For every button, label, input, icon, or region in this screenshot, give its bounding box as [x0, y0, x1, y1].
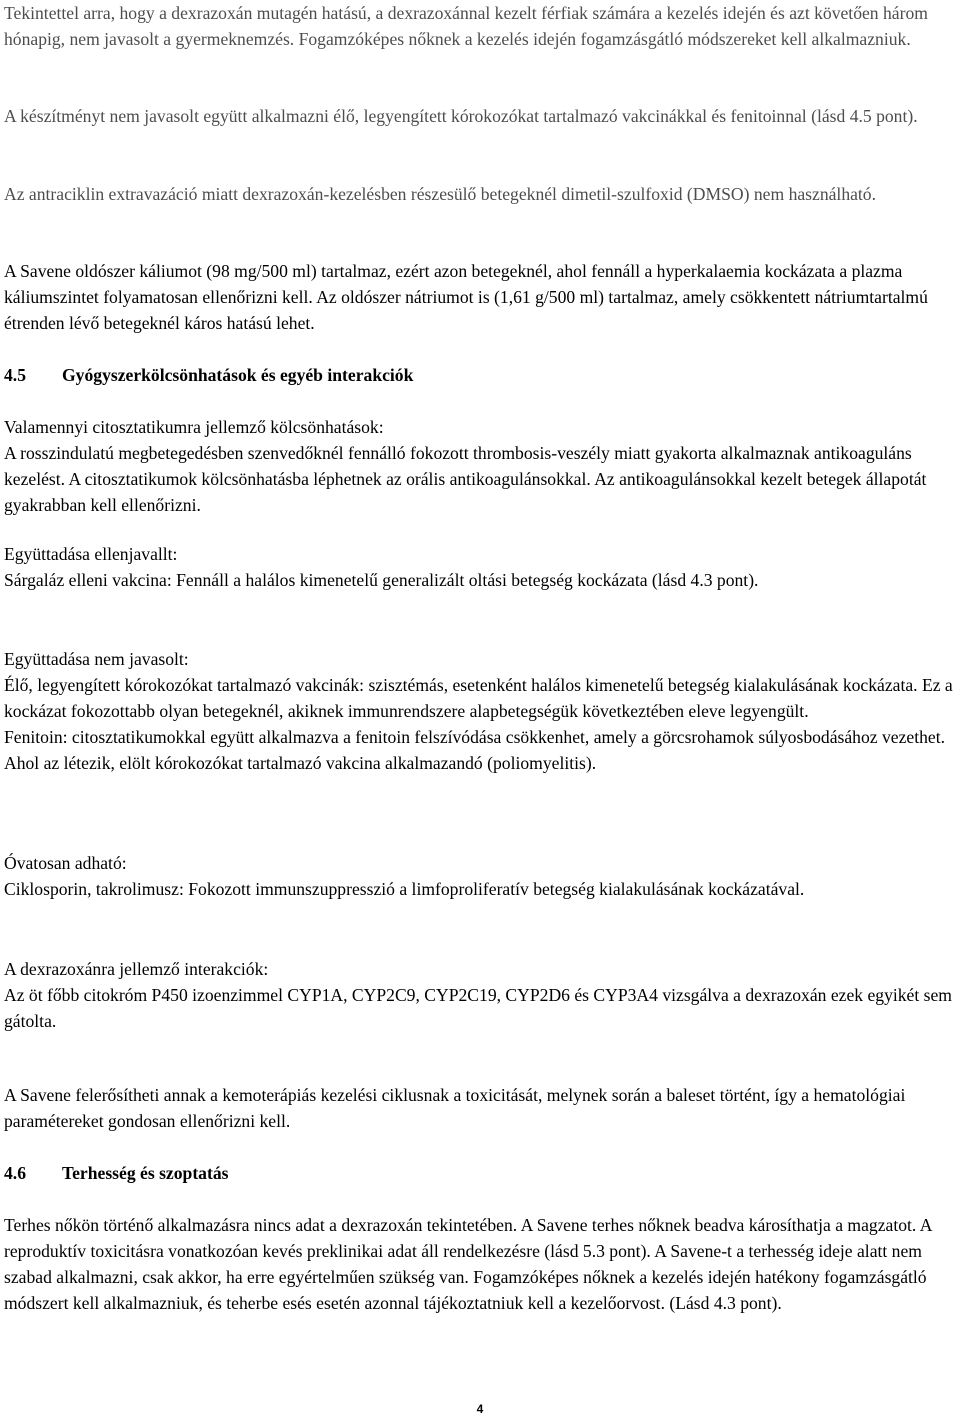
- dexrazoxane-text: Az öt főbb citokróm P450 izoenzimmel CYP1A, CYP2C9, CYP2C19, CYP2D6 és CYP3A4 vizsgálva a dexrazoxán ezek egyikét sem gátolta.: [4, 985, 952, 1031]
- contraindicated-heading: Együttadása ellenjavallt:: [4, 544, 178, 564]
- contraindicated-text: Sárgaláz elleni vakcina: Fennáll a halálos kimenetelű generalizált oltási betegség kockázata (lásd 4.3 pont).: [4, 570, 759, 590]
- section-heading-4-6: [4, 1160, 958, 1186]
- caution-text: Ciklosporin, takrolimusz: Fokozott immunszuppresszió a limfoproliferatív betegség kialakulásának kockázatával.: [4, 879, 805, 899]
- phenytoin-text: Fenitoin: citosztatikumokkal együtt alkalmazva a fenitoin felszívódása csökkenhet, amely a görcsrohamok súlyosbodásához vezethet.: [4, 727, 945, 747]
- savene-toxicity-paragraph: A Savene felerősítheti annak a kemoterápiás kezelési ciklusnak a toxicitását, melynek során a baleset történt, így a hematológiai paramétereket gondosan ellenőrizni kell.: [4, 1085, 906, 1131]
- live-vaccines-text: Élő, legyengített kórokozókat tartalmazó vakcinák: szisztémás, esetenként halálos kimenetelű betegség kialakulásának kockázata. Ez a kockázat fokozottabb olyan betegeknél, akiknek immunrendszere alapbetegségük következtében eleve legyengült.: [4, 675, 953, 721]
- dexrazoxane-interactions-block: [4, 956, 958, 1034]
- pregnancy-paragraph: Terhes nőkön történő alkalmazásra nincs adat a dexrazoxán tekintetében. A Savene terhes nőknek beadva károsíthatja a magzatot. A reproduktív toxicitásra vonatkozóan kevés preklinikai adat áll rendelkezésre (lásd 5.3 pont). A Savene-t a terhesség ideje alatt nem szabad alkalmazni, csak akkor, ha erre egyértelműen szükség van. Fogamzóképes nőknek a kezelés idején hatékony fogamzásgátló módszert kell alkalmazniuk, és teherbe esés esetén azonnal tájékoztatniuk kell a kezelőorvost. (Lásd 4.3 pont).: [4, 1215, 932, 1313]
- not-recommended-heading: Együttadása nem javasolt:: [4, 649, 189, 669]
- caution-block: [4, 850, 958, 902]
- section-heading-4-5: [4, 362, 958, 388]
- caution-heading: Óvatosan adható:: [4, 853, 127, 873]
- dexrazoxane-heading: A dexrazoxánra jellemző interakciók:: [4, 959, 269, 979]
- cytostatic-interactions-block: [4, 414, 958, 518]
- dmso-paragraph: Az antraciklin extravazáció miatt dexrazoxán-kezelésben részesülő betegeknél dimetil-szulfoxid (DMSO) nem használható.: [4, 184, 877, 204]
- section-title: Gyógyszerkölcsönhatások és egyéb interakciók: [62, 365, 414, 385]
- vaccine-phenytoin-paragraph: A készítményt nem javasolt együtt alkalmazni élő, legyengített kórokozókat tartalmazó vakcinákkal és fenitoinnal (lásd 4.5 pont).: [4, 106, 918, 126]
- potassium-sodium-paragraph: [4, 258, 958, 336]
- potassium-text: A Savene oldószer káliumot (98 mg/500 ml) tartalmaz, ezért azon betegeknél, ahol fennáll a hyperkalaemia kockázata a plazma káliumszintet folyamatosan ellenőrizni kell.: [4, 261, 903, 307]
- inactivated-vaccine-text: Ahol az létezik, elölt kórokozókat tartalmazó vakcina alkalmazandó (poliomyelitis).: [4, 753, 597, 773]
- section-number: 4.6: [4, 1163, 26, 1183]
- section-title: Terhesség és szoptatás: [62, 1163, 229, 1183]
- not-recommended-block: [4, 646, 958, 776]
- section-number: 4.5: [4, 365, 26, 385]
- cytostatic-text: A rosszindulatú megbetegedésben szenvedőknél fennálló fokozott thrombosis-veszély miatt gyakorta alkalmaznak antikoaguláns kezelést. A citosztatikumok kölcsönhatásba léphetnek az orális antikoagulánsokkal. Az antikoagulánsokkal kezelt betegek állapotát gyakrabban kell ellenőrizni.: [4, 443, 927, 515]
- mutagenic-warning-paragraph: Tekintettel arra, hogy a dexrazoxán mutagén hatású, a dexrazoxánnal kezelt férfiak számára a kezelés idején és azt követően három hónapig, nem javasolt a gyermeknemzés. Fogamzóképes nőknek a kezelés idején fogamzásgátló módszereket kell alkalmazniuk.: [4, 3, 928, 49]
- sodium-text: Az oldószer nátriumot is (1,61 g/500 ml) tartalmaz, amely csökkentett nátriumtartalmú étrenden lévő betegeknél káros hatású lehet.: [4, 287, 928, 333]
- page-number: 4: [476, 1402, 484, 1416]
- cytostatic-heading: Valamennyi citosztatikumra jellemző kölcsönhatások:: [4, 417, 384, 437]
- contraindicated-block: [4, 541, 958, 593]
